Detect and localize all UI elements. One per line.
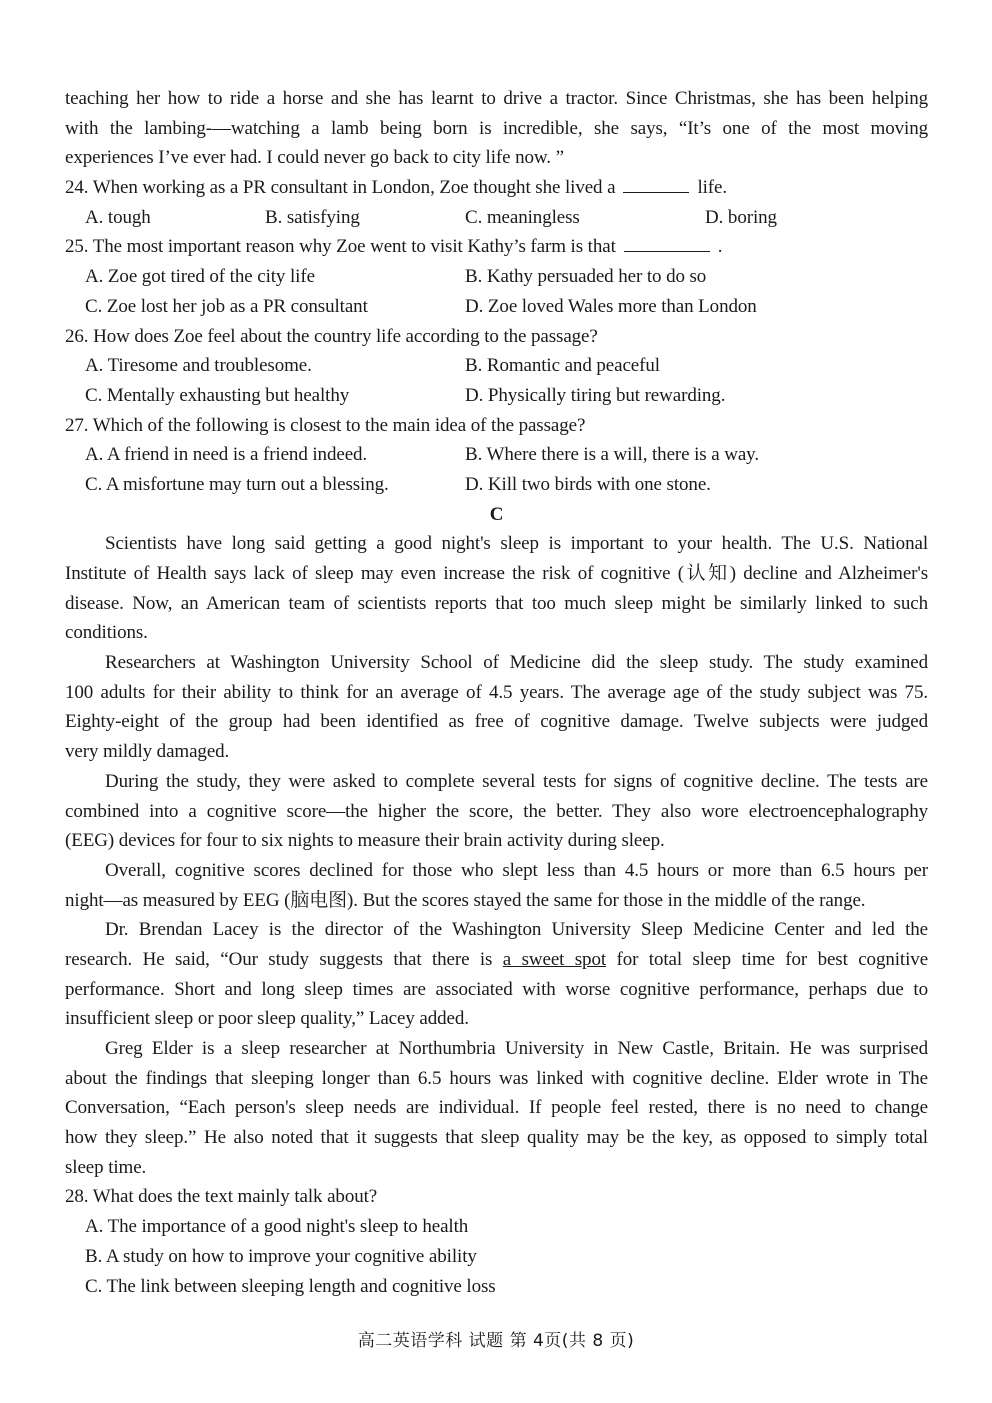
passage-line: with the lambing-—watching a lamb being born is incredible, she says, “It’s one of the most moving: [65, 117, 928, 139]
paragraph-line: 100 adults for their ability to think for an average of 4.5 years. The average age of the study subject was 75.: [65, 681, 928, 703]
question-25-options-row1: [65, 262, 928, 292]
option-c: C. Zoe lost her job as a PR consultant: [85, 295, 368, 317]
paragraph-line: sleep time.: [65, 1156, 147, 1178]
paragraph-line: Conversation, “Each person's sleep needs are individual. If people feel rested, there is no need to change: [65, 1097, 928, 1119]
question-24-options: [65, 203, 928, 233]
paragraph-line: performance. Short and long sleep times are associated with worse cognitive performance, perhaps due to: [65, 978, 928, 1000]
question-25-text: 25. The most important reason why Zoe went to visit Kathy’s farm is that: [65, 236, 616, 258]
question-25-period: .: [717, 236, 723, 258]
paragraph-line: Scientists have long said getting a good night's sleep is important to your health. The U.S. National: [105, 533, 928, 555]
question-24-text-end: life.: [697, 177, 728, 199]
page-content: [65, 84, 928, 1301]
option-b: B. satisfying: [265, 206, 360, 228]
option-a: A. The importance of a good night's sleep to health: [85, 1216, 469, 1238]
paragraph-line: how they sleep.” He also noted that it suggests that sleep quality may be the key, as opposed to simply total: [65, 1127, 928, 1149]
question-24-text: 24. When working as a PR consultant in London, Zoe thought she lived a: [65, 177, 616, 199]
answer-blank: [623, 173, 689, 193]
text-fragment: for total sleep time for best cognitive: [616, 948, 929, 970]
text-fragment: research. He said, “Our study suggests that there is: [65, 948, 493, 970]
option-d: D. boring: [705, 206, 777, 228]
paragraph-line: (EEG) devices for four to six nights to measure their brain activity during sleep.: [65, 830, 665, 852]
passage-line: experiences I’ve ever had. I could never go back to city life now. ”: [65, 147, 564, 169]
paragraph-line: conditions.: [65, 622, 148, 644]
option-b: B. Kathy persuaded her to do so: [465, 266, 707, 288]
option-c: C. Mentally exhausting but healthy: [85, 384, 350, 406]
paragraph-line: Greg Elder is a sleep researcher at Northumbria University in New Castle, Britain. He was surprised: [105, 1038, 928, 1059]
option-b: B. Romantic and peaceful: [465, 355, 660, 377]
section-heading: C: [489, 503, 504, 525]
question-27-stem: 27. Which of the following is closest to the main idea of the passage?: [65, 414, 586, 436]
paragraph-line: Researchers at Washington University School of Medicine did the sleep study. The study examined: [105, 652, 928, 674]
question-27-options-row1: [65, 440, 928, 470]
paragraph-line: [65, 945, 928, 975]
option-a: A. A friend in need is a friend indeed.: [85, 444, 368, 466]
paragraph-line: combined into a cognitive score—the higher the score, the better. They also wore electroencephalography: [65, 800, 928, 822]
option-d: D. Physically tiring but rewarding.: [465, 384, 726, 406]
question-26-options-row2: [65, 381, 928, 411]
option-b: B. A study on how to improve your cognitive ability: [85, 1245, 477, 1267]
paragraph-line: about the findings that sleeping longer than 6.5 hours was linked with cognitive decline. Elder wrote in The: [65, 1067, 928, 1089]
question-28-stem: 28. What does the text mainly talk about?: [65, 1186, 378, 1208]
question-26-options-row1: [65, 351, 928, 381]
underlined-phrase: a sweet spot: [502, 948, 607, 970]
option-a: A. tough: [85, 206, 151, 228]
paragraph-line: night—as measured by EEG (脑电图). But the scores stayed the same for those in the middle of the range.: [65, 889, 866, 911]
option-b: B. Where there is a will, there is a way.: [465, 444, 759, 466]
option-c: C. The link between sleeping length and cognitive loss: [85, 1275, 496, 1297]
paragraph-line: disease. Now, an American team of scientists reports that too much sleep might be similarly linked to such: [65, 592, 928, 614]
question-25-stem: [65, 232, 928, 262]
paragraph-line: During the study, they were asked to complete several tests for signs of cognitive decline. The tests are: [105, 770, 928, 792]
answer-blank: [624, 232, 710, 252]
option-d: D. Zoe loved Wales more than London: [465, 295, 757, 317]
question-27-options-row2: [65, 470, 928, 500]
paragraph-line: Dr. Brendan Lacey is the director of the Washington University Sleep Medicine Center and led the: [105, 919, 928, 941]
option-a: A. Tiresome and troublesome.: [85, 355, 312, 377]
page-footer: 高二英语学科 试题 第 4页(共 8 页): [357, 1331, 635, 1351]
paragraph-line: very mildly damaged.: [65, 741, 230, 763]
paragraph-line: insufficient sleep or poor sleep quality,” Lacey added.: [65, 1008, 469, 1030]
option-d: D. Kill two birds with one stone.: [465, 473, 711, 495]
question-25-options-row2: [65, 292, 928, 322]
paragraph-line: Eighty-eight of the group had been identified as free of cognitive damage. Twelve subjects were judged: [65, 711, 928, 733]
option-a: A. Zoe got tired of the city life: [85, 266, 315, 288]
paragraph-line: Overall, cognitive scores declined for those who slept less than 4.5 hours or more than 6.5 hours per: [105, 859, 928, 881]
option-c: C. meaningless: [465, 206, 580, 228]
passage-line: teaching her how to ride a horse and she has learnt to drive a tractor. Since Christmas, she has been helping: [65, 88, 928, 109]
option-c: C. A misfortune may turn out a blessing.: [85, 473, 389, 495]
question-26-stem: 26. How does Zoe feel about the country life according to the passage?: [65, 325, 598, 347]
question-24-stem: [65, 173, 928, 203]
paragraph-line: Institute of Health says lack of sleep may even increase the risk of cognitive (认知) decline and Alzheimer's: [65, 563, 928, 584]
